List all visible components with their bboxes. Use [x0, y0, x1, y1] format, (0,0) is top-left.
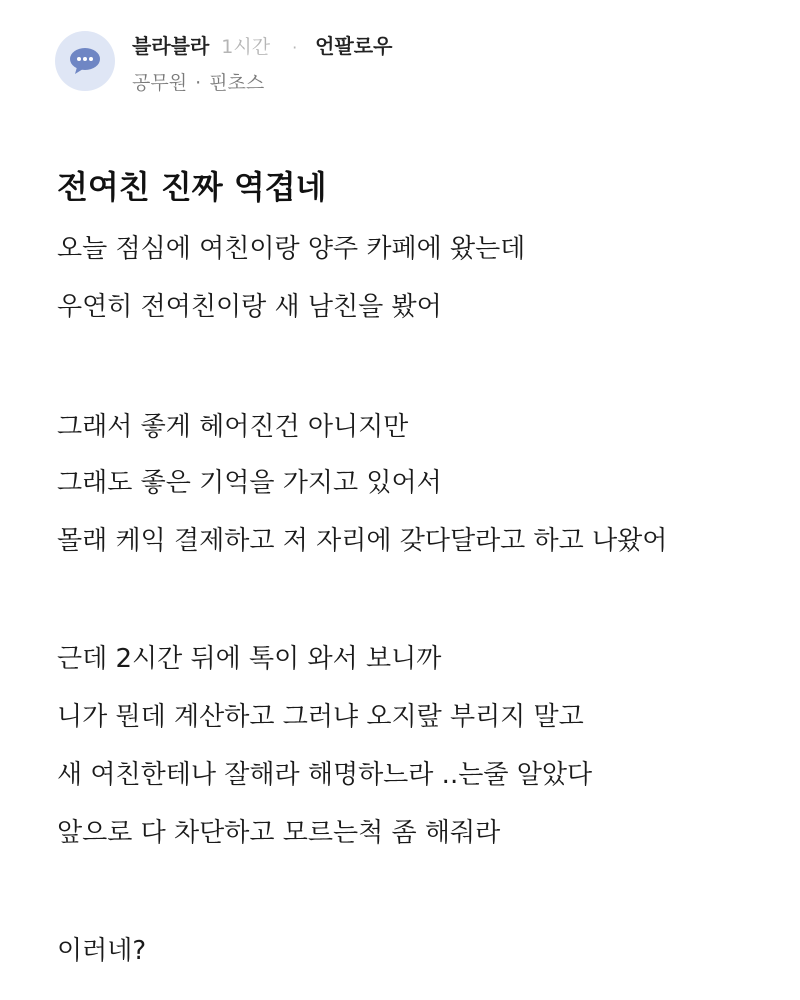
body-line: 오늘 점심에 여친이랑 양주 카페에 왔는데: [57, 234, 526, 264]
body-line: 이러네?: [57, 936, 147, 966]
dot-separator: ·: [292, 38, 298, 57]
body-line: 근데 2시간 뒤에 톡이 와서 보니까: [57, 644, 442, 674]
body-line: 그래도 좋은 기억을 가지고 있어서: [57, 468, 442, 498]
post-header: [55, 28, 755, 98]
body-line: 니가 뭔데 계산하고 그러냐 오지랖 부리지 말고: [57, 702, 584, 732]
body-line: 우연히 전여친이랑 새 남친을 봤어: [57, 292, 442, 322]
meta-separator: ·: [195, 72, 202, 94]
body-line: 그래서 좋게 헤어진건 아니지만: [57, 412, 409, 442]
author-line: [132, 30, 392, 59]
chat-bubble-icon: [68, 46, 102, 76]
board-label[interactable]: 핀초스: [209, 72, 265, 94]
company-label: 공무원: [132, 72, 188, 94]
author-name[interactable]: 블라블라: [132, 34, 210, 58]
avatar[interactable]: [55, 31, 115, 91]
post-title: 전여친 진짜 역겹네: [57, 168, 327, 206]
unfollow-button[interactable]: 언팔로우: [315, 34, 393, 58]
body-line: 앞으로 다 차단하고 모르는척 좀 해줘라: [57, 818, 501, 848]
body-line: 몰래 케익 결제하고 저 자리에 갖다달라고 하고 나왔어: [57, 526, 668, 556]
author-meta: [132, 68, 264, 95]
body-line: 새 여친한테나 잘해라 해명하느라 ..는줄 알았다: [57, 760, 593, 790]
post-time: 1시간: [221, 36, 271, 58]
